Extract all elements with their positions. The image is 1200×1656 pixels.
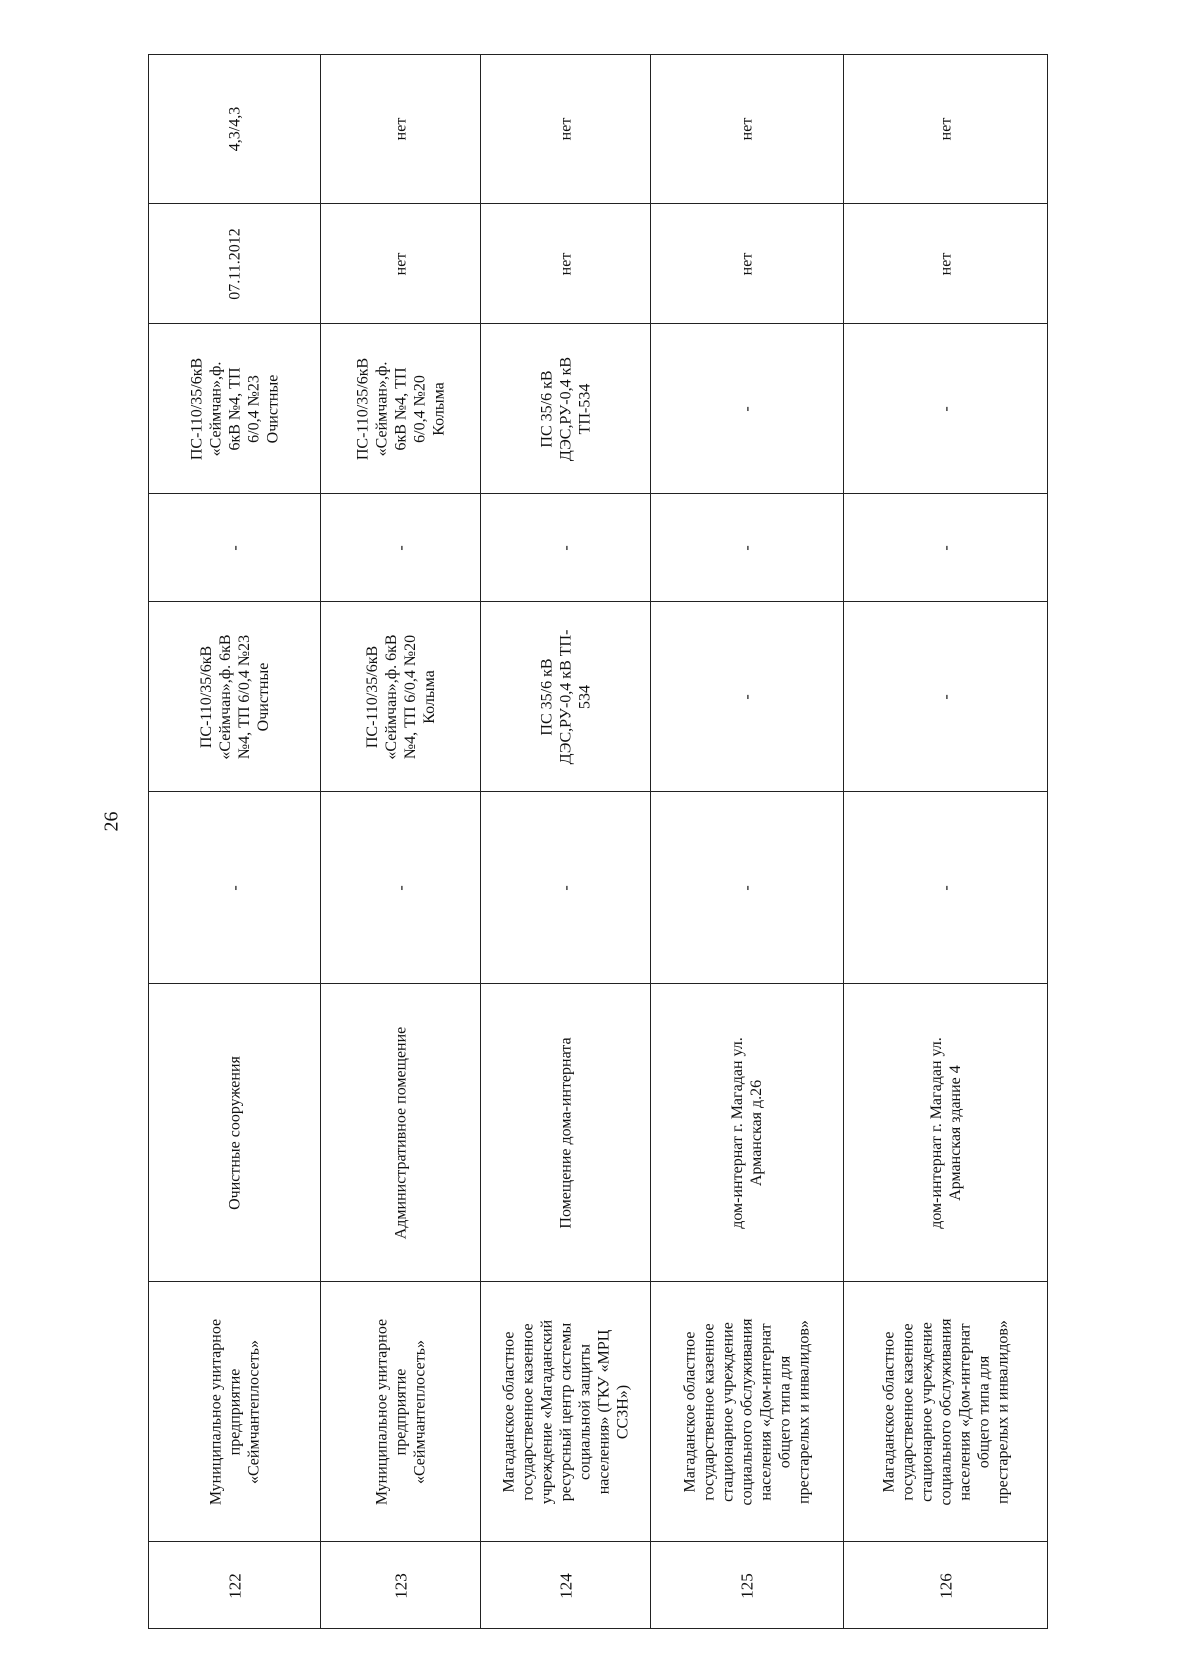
cell-supply-point-1: - xyxy=(651,601,843,791)
cell-col6: - xyxy=(651,493,843,601)
cell-supply-point-1: - xyxy=(844,601,1047,791)
cell-consumer: Муниципальное унитарное предприятие «Сеймчантеплосеть» xyxy=(321,1281,480,1541)
cell-number: 125 xyxy=(651,1541,843,1630)
cell-date: нет xyxy=(481,203,650,323)
cell-date: нет xyxy=(844,203,1047,323)
cell-object: Помещение дома-интерната xyxy=(481,983,650,1281)
cell-supply-point-2: - xyxy=(651,323,843,493)
cell-value: 4,3/4,3 xyxy=(226,106,243,152)
cell-consumer: Магаданское областное государственное казенное учреждение «Магаданский ресурсный центр системы социальной защиты населения» (ГКУ «МРЦ ССЗН») xyxy=(481,1281,650,1541)
cell-object: дом-интернат г. Магадан ул. Арманская здание 4 xyxy=(844,983,1047,1281)
cell-number: 122 xyxy=(149,1541,320,1630)
cell-col6: - xyxy=(321,493,480,601)
cell-col4: - xyxy=(651,791,843,983)
cell-object: Административное помещение xyxy=(321,983,480,1281)
cell-consumer: Магаданское областное государственное казенное стационарное учреждение социального обслуживания населения «Дом-интернат общего типа для престарелых и инвалидов» xyxy=(844,1281,1047,1541)
cell-col4: - xyxy=(844,791,1047,983)
cell-number: 126 xyxy=(844,1541,1047,1630)
page-number: 26 xyxy=(100,811,123,832)
cell-supply-point-2: ПС-110/35/6кВ «Сеймчан»,ф. 6кВ №4, ТП 6/0,4 №20 Колыма xyxy=(321,323,480,493)
cell-number: 124 xyxy=(481,1541,650,1630)
cell-date: нет xyxy=(321,203,480,323)
data-table xyxy=(148,54,1048,1629)
cell-supply-point-1: ПС-110/35/6кВ «Сеймчан»,ф. 6кВ №4, ТП 6/0,4 №20 Колыма xyxy=(321,601,480,791)
cell-col6: - xyxy=(844,493,1047,601)
table-row xyxy=(844,54,1048,1629)
table-row xyxy=(321,54,481,1629)
cell-supply-point-2: ПС-110/35/6кВ «Сеймчан»,ф. 6кВ №4, ТП 6/0,4 №23 Очистные xyxy=(149,323,320,493)
table-row xyxy=(481,54,651,1629)
cell-object: дом-интернат г. Магадан ул. Арманская д.26 xyxy=(651,983,843,1281)
cell-col4: - xyxy=(321,791,480,983)
cell-col6: - xyxy=(481,493,650,601)
cell-value: нет xyxy=(738,117,756,141)
cell-consumer: Магаданское областное государственное казенное стационарное учреждение социального обслуживания населения «Дом-интернат общего типа для престарелых и инвалидов» xyxy=(651,1281,843,1541)
cell-col6: - xyxy=(149,493,320,601)
cell-date: 07.11.2012 xyxy=(149,203,320,323)
cell-number: 123 xyxy=(321,1541,480,1630)
cell-object: Очистные сооружения xyxy=(149,983,320,1281)
table-row xyxy=(651,54,844,1629)
cell-value: нет xyxy=(937,117,954,141)
cell-supply-point-2: ПС 35/6 кВ ДЭС,РУ-0,4 кВ ТП-534 xyxy=(481,323,650,493)
cell-supply-point-2: - xyxy=(844,323,1047,493)
cell-consumer: Муниципальное унитарное предприятие «Сеймчантеплосеть» xyxy=(149,1281,320,1541)
table-row xyxy=(148,54,321,1629)
cell-col4: - xyxy=(481,791,650,983)
cell-date: нет xyxy=(651,203,843,323)
cell-value: нет xyxy=(557,117,574,141)
cell-value: нет xyxy=(392,117,409,141)
cell-supply-point-1: ПС 35/6 кВ ДЭС,РУ-0,4 кВ ТП- 534 xyxy=(481,601,650,791)
cell-col4: - xyxy=(149,791,320,983)
cell-supply-point-1: ПС-110/35/6кВ «Сеймчан»,ф. 6кВ №4, ТП 6/0,4 №23 Очистные xyxy=(149,601,320,791)
